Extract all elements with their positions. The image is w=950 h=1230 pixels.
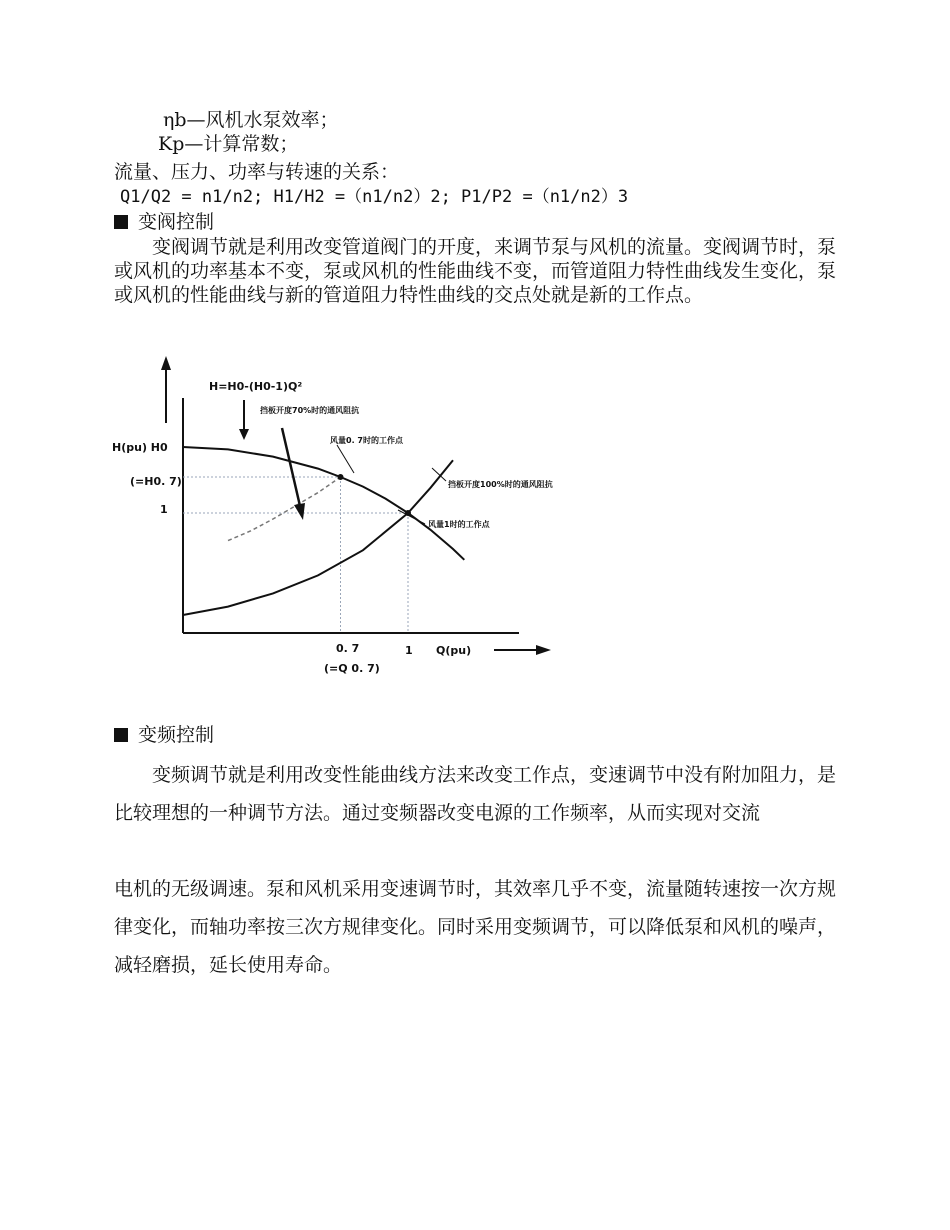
damper-100-label: 挡板开度100%时的通风阻抗 (448, 480, 553, 489)
x-tick-07: 0. 7 (336, 642, 360, 655)
x-tick-1: 1 (405, 644, 413, 657)
damper-70-resistance-curve (228, 477, 341, 541)
vfd-control-paragraph-1: 变频调节就是利用改变性能曲线方法来改变工作点，变速调节中没有附加阻力，是比较理想的一种调节方法。通过变频器改变电源的工作频率，从而实现对交流 (114, 764, 837, 824)
x-axis-arrow-icon (494, 645, 551, 655)
formula-arrow-icon (239, 400, 249, 440)
relation-title: 流量、压力、功率与转速的关系： (114, 161, 400, 183)
square-bullet-icon (114, 215, 128, 229)
valve-control-heading-text: 变阀控制 (138, 211, 215, 233)
flow-1-point-label: 风量1时的工作点 (428, 520, 490, 529)
eta-definition: ηb—风机水泵效率； (163, 109, 339, 131)
vfd-control-paragraph-2: 电机的无级调速。泵和风机采用变速调节时，其效率几乎不变，流量随转速按一次方规律变化，而轴功率按三次方规律变化。同时采用变频调节，可以降低泵和风机的噪声，减轻磨损，延长使用寿命。 (114, 878, 837, 976)
y-tick-h07: (=H0. 7) (130, 475, 182, 488)
formula-label: H=H0-(H0-1)Q² (209, 380, 303, 393)
kp-definition: Kp—计算常数； (158, 133, 299, 155)
flow-07-pointer (337, 445, 354, 473)
y-tick-1: 1 (160, 503, 168, 516)
valve-control-paragraph: 变阀调节就是利用改变管道阀门的开度，来调节泵与风机的流量。变阀调节时，泵或风机的功率基本不变，泵或风机的性能曲线不变，而管道阻力特性曲线发生变化，泵或风机的性能曲线与新的管道阻力特性曲线的交点处就是新的工作点。 (114, 236, 837, 306)
square-bullet-icon (114, 728, 128, 742)
valve-control-chart (104, 348, 574, 683)
axes (183, 398, 519, 633)
damper-70-label: 挡板开度70%时的通风阻抗 (260, 406, 360, 415)
y-axis-arrow-icon (161, 356, 171, 423)
vfd-control-heading (114, 723, 214, 747)
x-tick-q07: (=Q 0. 7) (324, 662, 380, 675)
y-tick-h0: H(pu) H0 (112, 441, 168, 454)
performance-curve (183, 447, 464, 560)
flow-07-point-label: 风量0. 7时的工作点 (330, 436, 403, 445)
affinity-formula: Q1/Q2 = n1/n2; H1/H2 =（n1/n2）2; P1/P2 =（n1/n2）3 (120, 187, 629, 207)
valve-control-heading (114, 210, 214, 234)
damper-100-resistance-curve (183, 460, 453, 615)
damper-70-arrow-icon (282, 428, 305, 520)
vfd-control-heading-text: 变频控制 (138, 724, 215, 746)
operating-point-07 (338, 474, 344, 480)
x-axis-label: Q(pu) (436, 644, 472, 657)
